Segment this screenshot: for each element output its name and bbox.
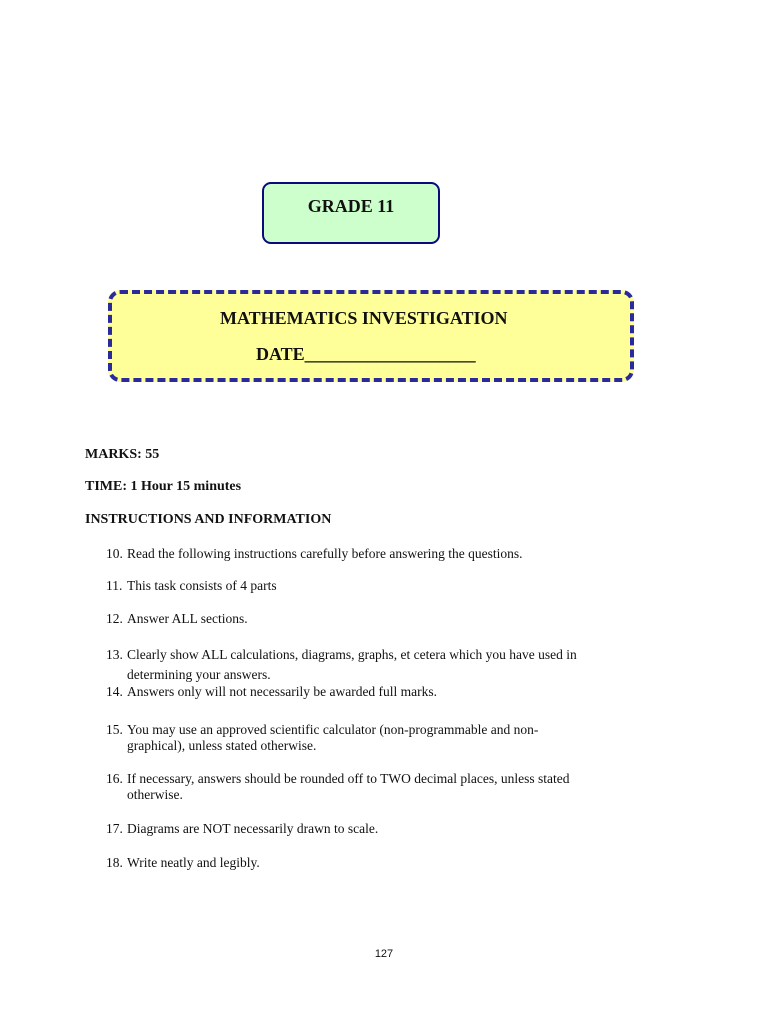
document-title: MATHEMATICS INVESTIGATION bbox=[220, 308, 508, 328]
instruction-number: 15. bbox=[106, 722, 123, 737]
instruction-text: Read the following instructions carefully before answering the questions. bbox=[127, 546, 523, 561]
instruction-text: Clearly show ALL calculations, diagrams, graphs, et cetera which you have used in bbox=[127, 647, 577, 662]
instruction-text: Answers only will not necessarily be awarded full marks. bbox=[127, 684, 438, 699]
date-line: DATE___________________ bbox=[256, 344, 476, 364]
instruction-item bbox=[106, 611, 606, 627]
grade-box bbox=[262, 182, 440, 244]
instruction-item bbox=[106, 645, 606, 685]
instruction-number: 10. bbox=[106, 546, 123, 561]
instruction-text: Diagrams are NOT necessarily drawn to scale. bbox=[127, 821, 379, 836]
title-box bbox=[108, 290, 634, 382]
page-number: 127 bbox=[374, 948, 394, 960]
instruction-item bbox=[106, 546, 606, 562]
instruction-item bbox=[106, 684, 606, 700]
instruction-continuation: determining your answers. bbox=[127, 667, 271, 682]
instruction-item bbox=[106, 771, 606, 803]
grade-title: GRADE 11 bbox=[307, 196, 395, 216]
instruction-item bbox=[106, 821, 606, 837]
instruction-text: Answer ALL sections. bbox=[127, 611, 248, 626]
instruction-number: 11. bbox=[106, 578, 123, 593]
instruction-number: 12. bbox=[106, 611, 123, 626]
instruction-number: 16. bbox=[106, 771, 123, 786]
instruction-text: Write neatly and legibly. bbox=[127, 855, 260, 870]
instruction-text: This task consists of 4 parts bbox=[127, 578, 277, 593]
instruction-number: 13. bbox=[106, 647, 123, 662]
instruction-item bbox=[106, 722, 606, 754]
instruction-item bbox=[106, 855, 606, 871]
instruction-number: 18. bbox=[106, 855, 123, 870]
instruction-continuation: graphical), unless stated otherwise. bbox=[127, 738, 317, 753]
time-label: TIME: 1 Hour 15 minutes bbox=[85, 479, 242, 494]
instruction-item bbox=[106, 578, 606, 594]
instructions-heading: INSTRUCTIONS AND INFORMATION bbox=[85, 512, 332, 527]
instruction-text: If necessary, answers should be rounded off to TWO decimal places, unless stated bbox=[127, 771, 570, 786]
instruction-text: You may use an approved scientific calculator (non-programmable and non- bbox=[127, 722, 539, 737]
marks-label: MARKS: 55 bbox=[85, 447, 160, 462]
instruction-number: 14. bbox=[106, 684, 123, 699]
instruction-number: 17. bbox=[106, 821, 123, 836]
instruction-continuation: otherwise. bbox=[127, 787, 183, 802]
